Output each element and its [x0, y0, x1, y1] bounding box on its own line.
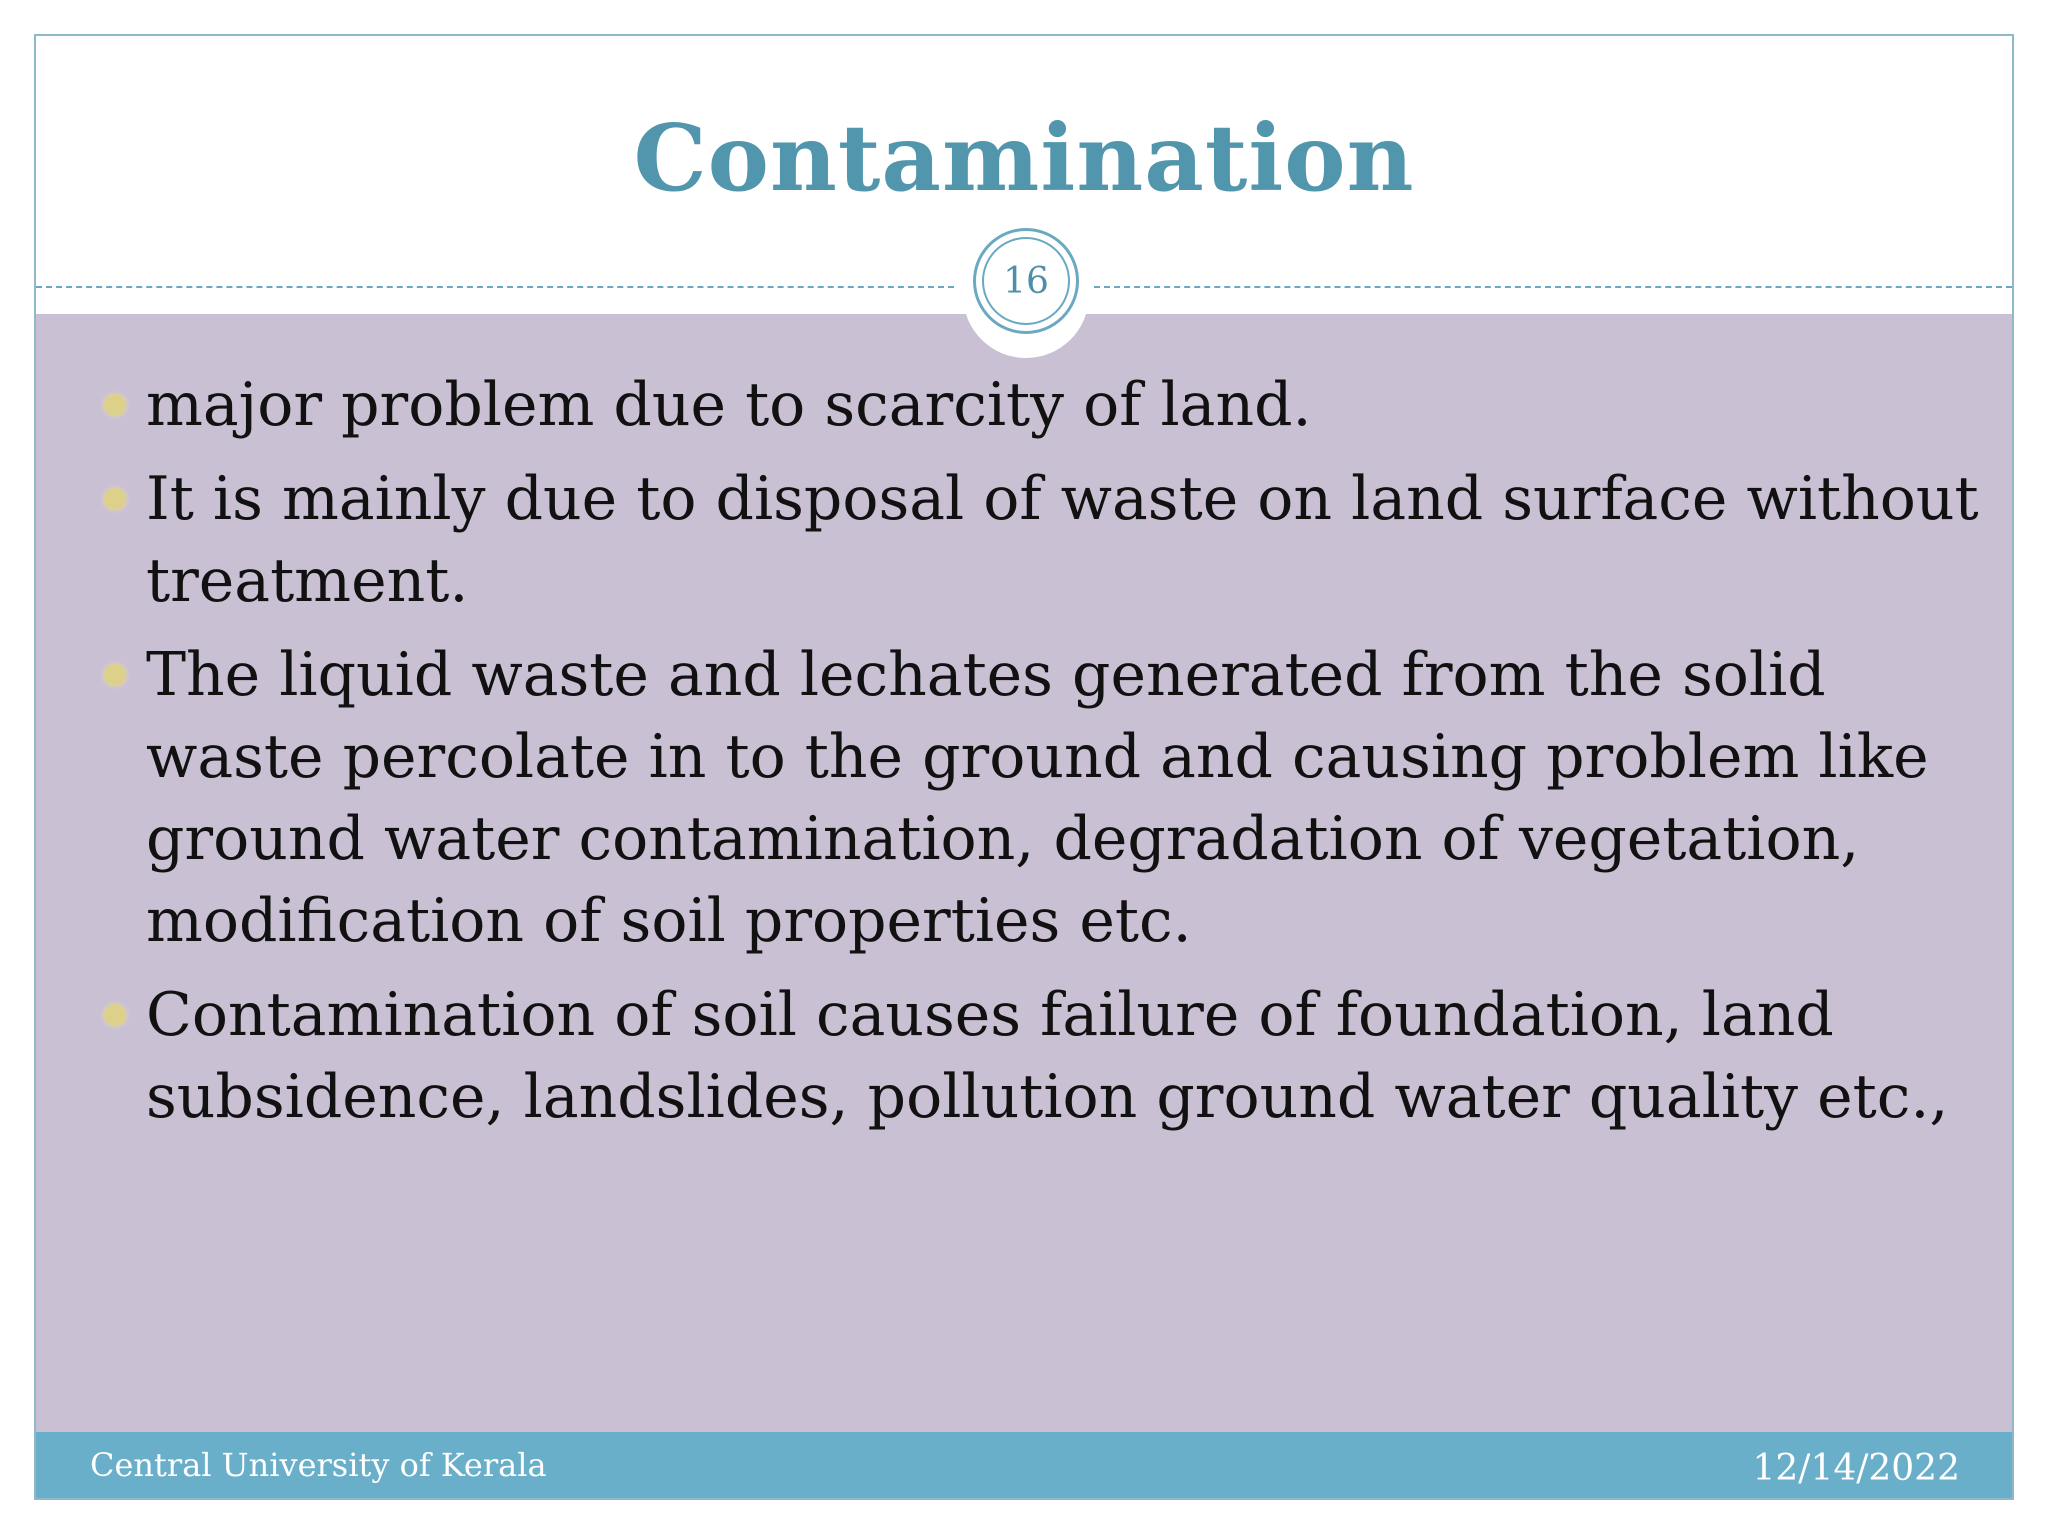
- bullet-dot-icon: [104, 664, 126, 686]
- bullet-item: [146, 634, 2006, 962]
- title-divider-left: [36, 286, 954, 288]
- page-number-badge: 16: [982, 237, 1070, 325]
- bullet-dot-icon: [104, 488, 126, 510]
- bullet-item: [146, 364, 2006, 446]
- bullet-item: [146, 974, 2006, 1138]
- bullet-dot-icon: [104, 1004, 126, 1026]
- bullet-text: It is mainly due to disposal of waste on land surface without treatment.: [146, 464, 1979, 616]
- bullet-text: major problem due to scarcity of land.: [146, 370, 1312, 440]
- slide: [34, 34, 2014, 1500]
- bullet-item: [146, 458, 2006, 622]
- footer-date: 12/14/2022: [1752, 1448, 1960, 1489]
- bullet-dot-icon: [104, 394, 126, 416]
- footer-institution: Central University of Kerala: [90, 1446, 547, 1484]
- title-divider-right: [1094, 286, 2012, 288]
- bullet-list: [146, 364, 2006, 1150]
- bullet-text: The liquid waste and lechates generated from the solid waste percolate in to the ground and causing problem like ground water contamination, degradation of vegetation, modification of soil properties etc.: [146, 640, 1929, 956]
- footer-bar: [36, 1432, 2012, 1500]
- bullet-text: Contamination of soil causes failure of foundation, land subsidence, landslides, pollution ground water quality etc.,: [146, 980, 1949, 1132]
- slide-title: Contamination: [633, 104, 1415, 212]
